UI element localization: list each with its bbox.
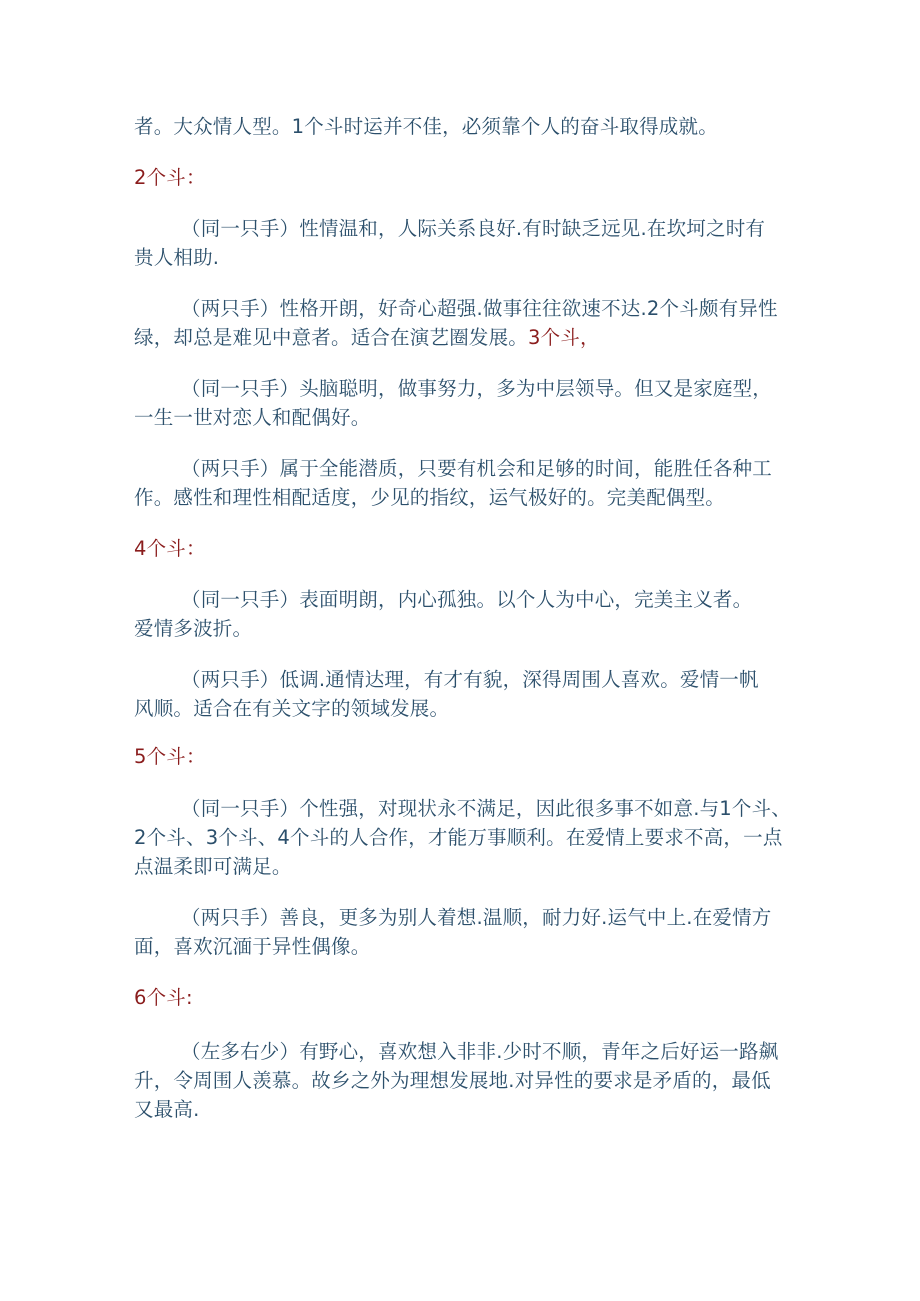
heading-6-dou: 6个斗:: [134, 986, 193, 1009]
paragraph-3-same-hand-line-1: （同一只手）头脑聪明，做事努力，多为中层领导。但又是家庭型，: [181, 377, 773, 400]
heading-2-dou: 2个斗：: [134, 166, 206, 189]
paragraph-6-line-3: 又最高.: [134, 1098, 200, 1121]
paragraph-2-both-hands-text: 绿，却总是难见中意者。适合在演艺圈发展。: [134, 326, 529, 349]
paragraph-5-same-hand-line-2: 2个斗、3个斗、4个斗的人合作，才能万事顺利。在爱情上要求不高，一点: [134, 826, 783, 849]
heading-3-dou-inline: 3个斗，: [528, 326, 600, 349]
heading-5-dou: 5个斗：: [134, 745, 206, 768]
paragraph-3-both-hands-line-1: （两只手）属于全能潜质，只要有机会和足够的时间，能胜任各种工: [181, 457, 773, 480]
paragraph-4-both-hands-line-2: 风顺。适合在有关文字的领域发展。: [134, 697, 450, 720]
paragraph-5-same-hand-line-1: （同一只手）个性强，对现状永不满足，因此很多事不如意.与1个斗、: [181, 797, 792, 820]
paragraph-6-line-1: （左多右少）有野心，喜欢想入非非.少时不顺，青年之后好运一路飙: [181, 1040, 779, 1063]
heading-4-dou: 4个斗：: [134, 537, 206, 560]
intro-line: 者。大众情人型。1个斗时运并不佳，必须靠个人的奋斗取得成就。: [134, 115, 718, 138]
paragraph-2-both-hands-line-2: [134, 326, 600, 350]
paragraph-2-both-hands-line-1: （两只手）性格开朗，好奇心超强.做事往往欲速不达.2个斗颇有异性: [181, 297, 778, 320]
paragraph-4-same-hand-line-2: 爱情多波折。: [134, 617, 253, 640]
paragraph-4-same-hand-line-1: （同一只手）表面明朗，内心孤独。以个人为中心，完美主义者。: [181, 588, 753, 611]
paragraph-6-line-2: 升，令周围人羡慕。故乡之外为理想发展地.对异性的要求是矛盾的，最低: [134, 1069, 771, 1092]
paragraph-3-both-hands-line-2: 作。感性和理性相配适度，少见的指纹，运气极好的。完美配偶型。: [134, 486, 726, 509]
paragraph-2-same-hand-line-1: （同一只手）性情温和，人际关系良好.有时缺乏远见.在坎坷之时有: [181, 217, 766, 240]
paragraph-5-both-hands-line-2: 面，喜欢沉湎于异性偶像。: [134, 935, 371, 958]
paragraph-4-both-hands-line-1: （两只手）低调.通情达理，有才有貌，深得周围人喜欢。爱情一帆: [181, 668, 759, 691]
paragraph-2-same-hand-line-2: 贵人相助.: [134, 246, 220, 269]
paragraph-3-same-hand-line-2: 一生一世对恋人和配偶好。: [134, 406, 371, 429]
paragraph-5-both-hands-line-1: （两只手）善良，更多为别人着想.温顺，耐力好.运气中上.在爱情方: [181, 906, 772, 929]
paragraph-5-same-hand-line-3: 点温柔即可满足。: [134, 855, 292, 878]
